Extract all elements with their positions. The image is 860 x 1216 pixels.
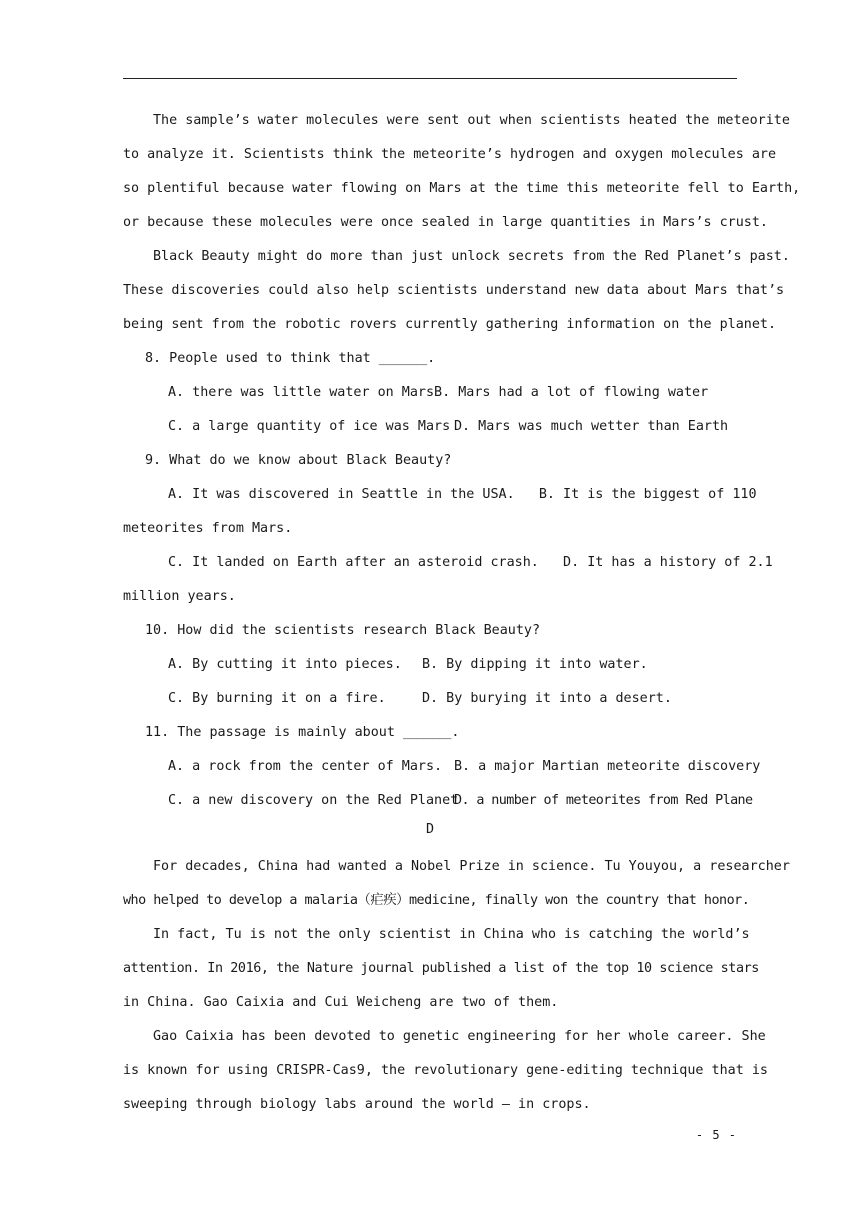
question-8-stem: 8. People used to think that ______. (145, 351, 436, 366)
question-11-options-ab (123, 750, 761, 784)
option-b[interactable]: B. Mars had a lot of flowing water (434, 385, 709, 400)
paragraph-line: or because these molecules were once sealed in large quantities in Mars’s crust. (123, 215, 768, 230)
question-9-option-ab-cont[interactable]: meteorites from Mars. (123, 521, 293, 536)
option-c[interactable]: C. By burning it on a fire. (168, 691, 386, 706)
document-page (123, 104, 801, 1122)
question-8-options-cd (123, 410, 737, 444)
paragraph-line: is known for using CRISPR-Cas9, the revolutionary gene-editing technique that is (123, 1063, 768, 1078)
option-d[interactable]: D. a number of meteorites from Red Plane (454, 793, 753, 808)
option-b[interactable]: B. a major Martian meteorite discovery (454, 759, 761, 774)
section-heading: D (425, 822, 435, 837)
paragraph-line: so plentiful because water flowing on Mars at the time this meteorite fell to Earth, (123, 181, 801, 196)
paragraph-line: attention. In 2016, the Nature journal published a list of the top 10 science stars (123, 961, 759, 976)
header-rule (123, 78, 737, 79)
option-d[interactable]: D. Mars was much wetter than Earth (454, 419, 729, 434)
question-9-option-cd[interactable]: C. It landed on Earth after an asteroid crash. D. It has a history of 2.1 (168, 555, 773, 570)
question-10-options-ab (123, 648, 737, 682)
paragraph-line: In fact, Tu is not the only scientist in China who is catching the world’s (153, 927, 750, 942)
paragraph-line: sweeping through biology labs around the world – in crops. (123, 1097, 591, 1112)
option-c[interactable]: C. a new discovery on the Red Planet (168, 793, 459, 808)
paragraph-line: The sample’s water molecules were sent out when scientists heated the meteorite (153, 113, 790, 128)
question-8-options-ab (123, 376, 737, 410)
question-11-stem: 11. The passage is mainly about ______. (145, 725, 460, 740)
paragraph-line: For decades, China had wanted a Nobel Prize in science. Tu Youyou, a researcher (153, 859, 790, 874)
option-c[interactable]: C. a large quantity of ice was Mars (168, 419, 451, 434)
question-10-options-cd (123, 682, 737, 716)
option-a[interactable]: A. there was little water on Mars (168, 385, 435, 400)
paragraph-line: to analyze it. Scientists think the meteorite’s hydrogen and oxygen molecules are (123, 147, 777, 162)
paragraph-line: being sent from the robotic rovers currently gathering information on the planet. (123, 317, 777, 332)
question-9-option-ab[interactable]: A. It was discovered in Seattle in the USA. B. It is the biggest of 110 (168, 487, 757, 502)
question-11-options-cd (123, 784, 753, 818)
question-9-stem: 9. What do we know about Black Beauty? (145, 453, 452, 468)
question-9-option-cd-cont[interactable]: million years. (123, 589, 236, 604)
option-b[interactable]: B. By dipping it into water. (422, 657, 648, 672)
paragraph-line: who helped to develop a malaria（疟疾）medicine, finally won the country that honor. (123, 893, 750, 908)
page-number: - 5 - (695, 1128, 737, 1142)
paragraph-line: Black Beauty might do more than just unlock secrets from the Red Planet’s past. (153, 249, 790, 264)
option-d[interactable]: D. By burying it into a desert. (422, 691, 672, 706)
paragraph-line: in China. Gao Caixia and Cui Weicheng are two of them. (123, 995, 559, 1010)
option-a[interactable]: A. a rock from the center of Mars. (168, 759, 443, 774)
option-a[interactable]: A. By cutting it into pieces. (168, 657, 402, 672)
paragraph-line: Gao Caixia has been devoted to genetic engineering for her whole career. She (153, 1029, 766, 1044)
paragraph-line: These discoveries could also help scientists understand new data about Mars that’s (123, 283, 785, 298)
question-10-stem: 10. How did the scientists research Black Beauty? (145, 623, 541, 638)
